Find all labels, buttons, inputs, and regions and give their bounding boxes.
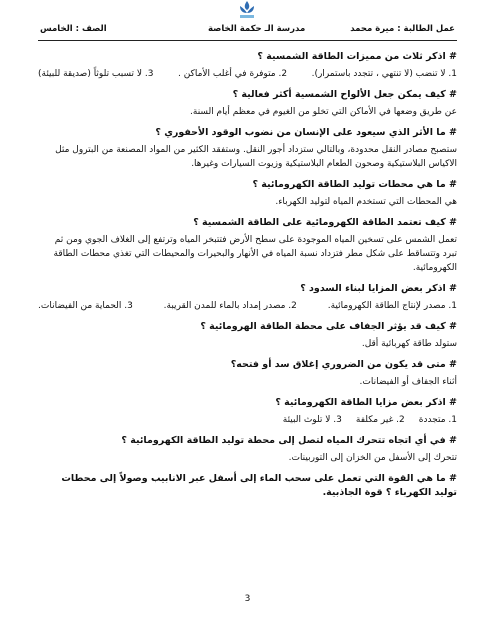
answer-item: 3. لا تلوث البيئة	[282, 415, 342, 425]
answer-7: ستولد طاقة كهربائية أقل.	[361, 339, 457, 349]
answer-8: أثناء الجفاف أو الفيضانات.	[359, 377, 457, 387]
school-logo-icon	[238, 0, 256, 20]
answer-10: تتحرك إلى الأسفل من الخزان إلى التوربينات.	[288, 453, 457, 463]
school-name: مدرسة الـ حكمة الخاصة	[208, 24, 306, 34]
question-3: # ما الأثر الذي سيعود على الإنسان من نضوب الوقود الأحفوري ؟	[155, 127, 457, 138]
answer-item: 3. الحماية من الفيضانات.	[38, 301, 133, 311]
answer-item: 1. لا تنضب (لا تنتهي ، تتجدد باستمرار).	[311, 69, 457, 79]
header-rule	[38, 40, 457, 41]
student-name: عمل الطالبة : ميرة محمد	[350, 24, 455, 34]
question-5: # كيف تعتمد الطاقة الكهرومائية على الطاقة الشمسية ؟	[193, 217, 457, 228]
answer-5: تعمل الشمس على تسخين المياه الموجودة على سطح الأرض فتتبخر المياه وترتفع إلى الغلاف الجوي ومن ثم تبرد وتتساقط على شكل مطر فتزداد نسبة المياه في الأنهار والبحيرات والمحيطات التي تغذي محطات الطاقة الكهرومائية.	[53, 235, 457, 273]
worksheet-content	[38, 50, 457, 503]
page-header	[40, 18, 455, 40]
question-6: # اذكر بعض المزايا لبناء السدود ؟	[300, 283, 457, 294]
question-10: # في أي اتجاه تتحرك المياه لتصل إلى محطة توليد الطاقة الكهرومائية ؟	[121, 435, 457, 446]
question-11: # ما هي القوة التي تعمل على سحب الماء إلى أسفل عبر الانابيب وصولاً إلى محطات توليد الكهرباء ؟ قوة الجاذبية.	[61, 473, 457, 498]
answer-item: 1. مصدر لإنتاج الطاقة الكهرومائية.	[327, 301, 457, 311]
answer-list-9	[38, 413, 457, 427]
answer-item: 2. غير مكلفة	[355, 415, 405, 425]
answer-item: 1. متجددة	[418, 415, 457, 425]
answer-4: هي المحطات التي تستخدم المياه لتوليد الكهرباء.	[275, 197, 457, 207]
question-2: # كيف يمكن جعل الألواح الشمسية أكثر فعالية ؟	[232, 89, 457, 100]
answer-list-1	[38, 67, 457, 81]
grade-label: الصف : الخامس	[40, 24, 107, 34]
answer-list-6	[38, 299, 457, 313]
question-1: # اذكر ثلاث من مميزات الطاقة الشمسية ؟	[257, 51, 457, 62]
answer-item: 2. مصدر إمداد بالماء للمدن القريبة.	[163, 301, 297, 311]
question-4: # ما هي محطات توليد الطاقة الكهرومائية ؟	[252, 179, 457, 190]
answer-2: عن طريق وضعها في الأماكن التي تخلو من الغيوم في معظم أيام السنة.	[190, 107, 457, 117]
page-number: 3	[244, 594, 251, 604]
answer-item: 3. لا تسبب تلوثاً (صديقة للبيئة)	[38, 69, 154, 79]
question-8: # متى قد يكون من الضروري إغلاق سد أو فتحه؟	[230, 359, 457, 370]
question-9: # اذكر بعض مزايا الطاقة الكهرومائية ؟	[275, 397, 457, 408]
answer-3: ستصبح مصادر النقل محدودة، وبالتالي ستزداد أجور النقل. وستفقد الكثير من المواد المصنعة من البترول مثل الاكياس البلاستيكية وصحون الطعام البلاستيكية وزيوت السيارات وغيرها.	[55, 145, 457, 169]
answer-item: 2. متوفرة في أغلب الأماكن .	[177, 69, 288, 79]
question-7: # كيف قد يؤثر الجفاف على محطة الطاقة الهرومائية ؟	[200, 321, 457, 332]
